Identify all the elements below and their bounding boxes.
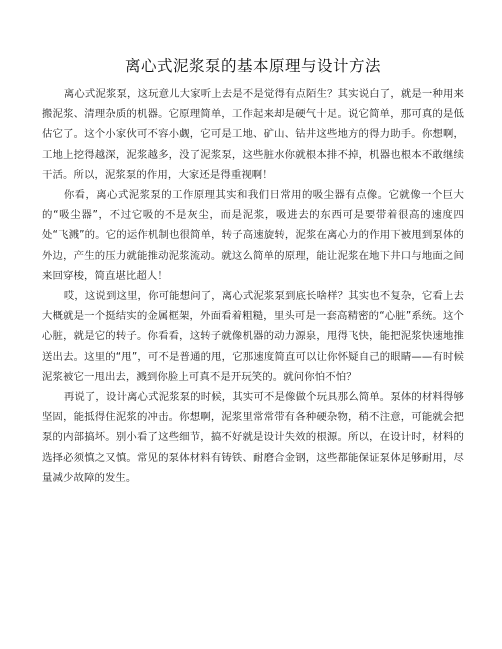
paragraph-3: 哎，这说到这里，你可能想问了，离心式泥浆泵到底长啥样？其实也不复杂，它看上去大概就是一个挺结实的金属框架，外面看着粗糙，里头可是一套高精密的“心脏”系统。这个心脏，就是它的转子。你看看，这转子就像机器的动力源泉，甩得飞快，能把泥浆快速地推送出去。这里的“甩”，可不是普通的甩，它那速度简直可以让你怀疑自己的眼睛——有时候泥浆被它一甩出去，溅到你脸上可真不是开玩笑的。就问你怕不怕？: [42, 290, 464, 383]
document-title: 离心式泥浆泵的基本原理与设计方法: [124, 57, 381, 75]
paragraph-2: 你看，离心式泥浆泵的工作原理其实和我们日常用的吸尘器有点像。它就像一个巨大的“吸尘器”，不过它吸的不是灰尘，而是泥浆，吸进去的东西可是要带着很高的速度四处“飞溅”的。它的运作机制也很简单，转子高速旋转，泥浆在离心力的作用下被甩到泵体的外边，产生的压力就能推动泥浆流动。就这么简单的原理，能让泥浆在地下井口与地面之间来回穿梭，简直堪比超人！: [42, 189, 464, 282]
paragraph-1: 离心式泥浆泵，这玩意儿大家听上去是不是觉得有点陌生？其实说白了，就是一种用来搬泥浆、清理杂质的机器。它原理简单，工作起来却是硬气十足。说它简单，那可真的是低估它了。这个小家伙可不容小觑，它可是工地、矿山、钻井这些地方的得力助手。你想啊，工地上挖得越深，泥浆越多，没了泥浆泵，这些脏水你就根本排不掉，机器也根本不敢继续干活。所以，泥浆泵的作用，大家还是得重视啊！: [42, 88, 464, 181]
paragraph-4: 再说了，设计离心式泥浆泵的时候，其实可不是像做个玩具那么简单。泵体的材料得够坚固，能抵得住泥浆的冲击。你想啊，泥浆里常常带有各种硬杂物，稍不注意，可能就会把泵的内部搞坏。别小看了这些细节，搞不好就是设计失效的根源。所以，在设计时，材料的选择必须慎之又慎。常见的泵体材料有铸铁、耐磨合金钢，这些都能保证泵体足够耐用，尽量减少故障的发生。: [42, 391, 464, 484]
